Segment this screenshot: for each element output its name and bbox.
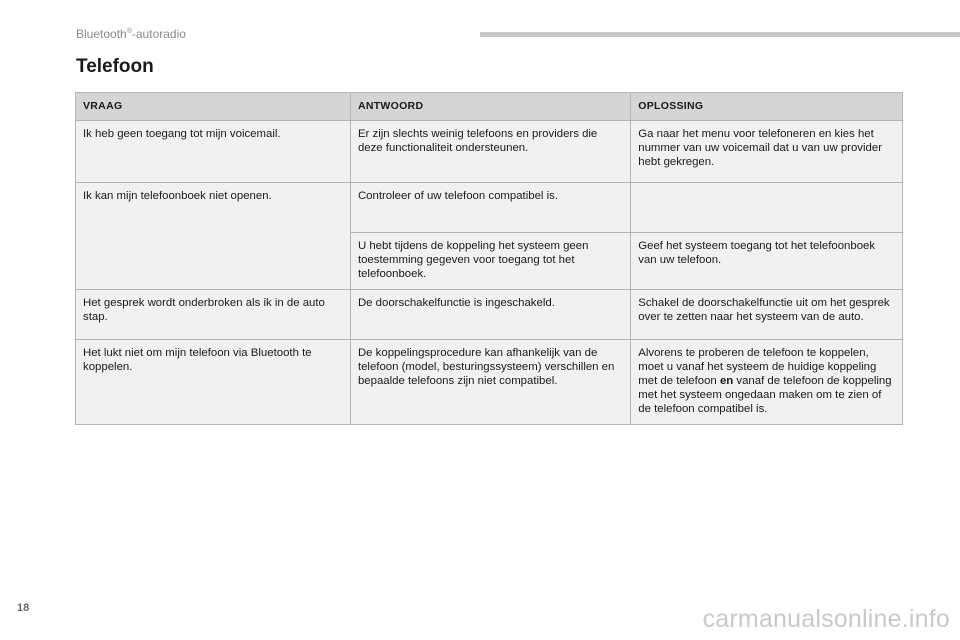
page-number: 18 xyxy=(17,602,30,614)
section-header-text: Bluetooth xyxy=(76,27,127,41)
solution-text-end: vanaf de telefoon de koppeling met het systeem ongedaan maken om te zien of de telefoon compatibel is. xyxy=(638,375,892,415)
table-row xyxy=(76,290,903,340)
table-row xyxy=(76,183,903,233)
header-rule xyxy=(480,32,960,37)
section-header-suffix: -autoradio xyxy=(131,27,186,41)
question-cell: Ik kan mijn telefoonboek niet openen. xyxy=(76,183,351,290)
solution-text: Alvorens te proberen de telefoon te koppelen, moet u vanaf het systeem de huidige koppeling met de telefoon xyxy=(638,347,877,387)
solution-cell xyxy=(631,183,903,233)
solution-emphasis: en xyxy=(719,375,734,387)
column-header-solution: OPLOSSING xyxy=(631,93,903,121)
question-cell: Het lukt niet om mijn telefoon via Bluetooth te koppelen. xyxy=(76,340,351,425)
page-title: Telefoon xyxy=(76,56,154,77)
solution-cell xyxy=(631,340,903,425)
question-cell: Het gesprek wordt onderbroken als ik in de auto stap. xyxy=(76,290,351,340)
answer-cell: U hebt tijdens de koppeling het systeem geen toestemming gegeven voor toegang tot het telefoonboek. xyxy=(350,233,630,290)
answer-cell: Controleer of uw telefoon compatibel is. xyxy=(350,183,630,233)
solution-cell: Ga naar het menu voor telefoneren en kies het nummer van uw voicemail dat u van uw provider hebt gekregen. xyxy=(631,121,903,183)
watermark: carmanualsonline.info xyxy=(702,605,950,633)
table-header-row xyxy=(76,93,903,121)
registered-mark: ® xyxy=(126,28,132,35)
answer-cell: De doorschakelfunctie is ingeschakeld. xyxy=(350,290,630,340)
answer-cell: De koppelingsprocedure kan afhankelijk van de telefoon (model, besturingssysteem) verschillen en bepaalde telefoons zijn niet compatibel. xyxy=(350,340,630,425)
solution-cell: Geef het systeem toegang tot het telefoonboek van uw telefoon. xyxy=(631,233,903,290)
table-row xyxy=(76,340,903,425)
solution-cell: Schakel de doorschakelfunctie uit om het gesprek over te zetten naar het systeem van de auto. xyxy=(631,290,903,340)
answer-cell: Er zijn slechts weinig telefoons en providers die deze functionaliteit ondersteunen. xyxy=(350,121,630,183)
table-row xyxy=(76,121,903,183)
faq-table xyxy=(75,92,903,425)
section-header xyxy=(76,27,186,41)
column-header-question: VRAAG xyxy=(76,93,351,121)
column-header-answer: ANTWOORD xyxy=(350,93,630,121)
question-cell: Ik heb geen toegang tot mijn voicemail. xyxy=(76,121,351,183)
